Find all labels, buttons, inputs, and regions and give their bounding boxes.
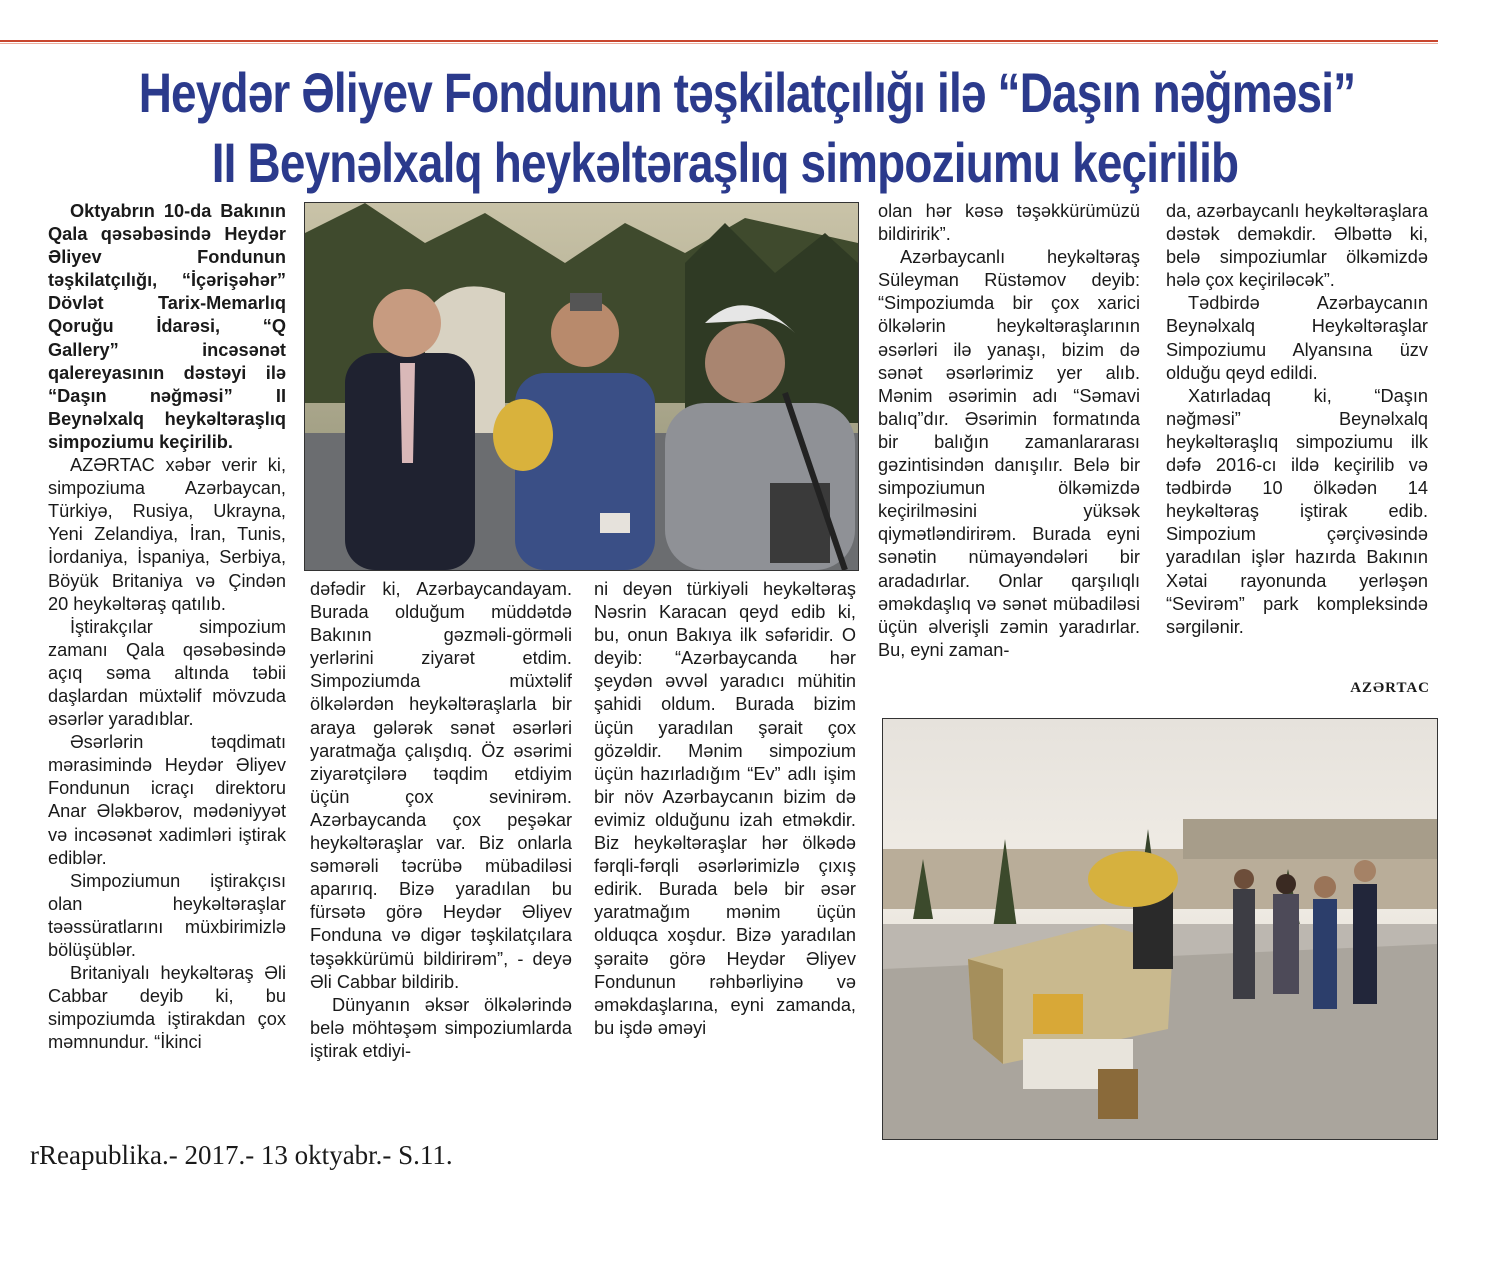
headline-line-2: II Beynəlxalq heykəltəraşlıq simpoziumu keçirilib <box>211 131 1239 194</box>
source-citation: rReapublika.- 2017.- 13 oktyabr.- S.11. <box>30 1140 453 1170</box>
photo-sculpture-park-image <box>883 719 1437 1139</box>
photo-sculpture-park <box>882 718 1438 1140</box>
article-column-2 <box>310 578 572 1063</box>
paragraph: Britaniyalı heykəltəraş Əli Cabbar deyib ki, bu simpoziumda iştirakdan çox məmnundur. “İkinci <box>48 963 286 1053</box>
top-rule <box>0 40 1438 42</box>
article-column-1 <box>48 200 286 1054</box>
byline: AZƏRTAC <box>1350 680 1430 696</box>
photo-sculptors-image <box>305 203 858 570</box>
paragraph: da, azərbaycanlı heykəltəraşlara dəstək deməkdir. Əlbəttə ki, belə simpoziumlar ölkəmizdə hələ çox keçiriləcək”. <box>1166 201 1428 291</box>
article-column-4 <box>878 200 1140 662</box>
photo-sculptors <box>304 202 859 571</box>
paragraph: Azərbaycanlı heykəltəraş Süleyman Rüstəmov deyib: “Simpoziumda bir çox xarici ölkələrin heykəltəraşlarının əsərləri ilə yanaşı, bizim də sənət əsərlərimiz yer alıb. Mənim əsərimin adı “Səmavi balıq”dır. Əsərimin formatında bir balığın zamanlararası gəzintisindən danışılır. Belə bir simpoziumun ölkəmizdə keçirilməsini yüksək qiymətləndirirəm. Burada eyni sənətin nümayəndələri bir aradadırlar. Onlar qarşılıqlı əməkdaşlıq və sənət mübadiləsi üçün əlverişli zəmin yaradırlar. Bu, eyni zaman- <box>878 247 1140 660</box>
paragraph: İştirakçılar simpozium zamanı Qala qəsəbəsində açıq səma altında təbii daşlardan müxtəlif mövzuda əsərlər yaradıblar. <box>48 616 286 730</box>
article-column-5 <box>1166 200 1428 639</box>
paragraph: Dünyanın əksər ölkələrində belə möhtəşəm simpoziumlarda iştirak etdiyi- <box>310 994 572 1061</box>
paragraph: AZƏRTAC xəbər verir ki, simpoziuma Azərbaycan, Türkiyə, Rusiya, Ukrayna, Yeni Zelandiya, İran, Tunis, İordaniya, İspaniya, Serbiya, Böyük Britaniya və Çindən 20 heykəltəraş qatılıb. <box>48 455 286 614</box>
lead-paragraph: Oktyabrın 10-da Bakının Qala qəsəbəsində Heydər Əliyev Fondunun təşkilatçılığı, “İçərişəhər” Dövlət Tarix-Memarlıq Qoruğu İdarəsi, “Q Gallery” incəsənət qalereyasının dəstəyi ilə “Daşın nəğməsi” II Beynəlxalq heykəltəraşlıq simpoziumu keçirilib. <box>48 201 286 452</box>
paragraph: Simpoziumun iştirakçısı olan heykəltəraşlar təəssüratlarını müxbirimizlə bölüşüblər. <box>48 870 286 960</box>
paragraph: Xatırladaq ki, “Daşın nəğməsi” Beynəlxalq heykəltəraşlıq simpoziumu ilk dəfə 2016-cı ildə keçirilib və tədbirdə 10 ölkədən 14 heykəltəraş iştirak edib. Simpozium çərçivəsində yaradılan işlər hazırda Bakının Xətai rayonunda yerləşən “Sevirəm” park kompleksində sərgilənir. <box>1166 385 1428 637</box>
paragraph: Əsərlərin təqdimatı mərasimində Heydər Əliyev Fondunun icraçı direktoru Anar Ələkbərov, mədəniyyət və incəsənət xadimləri iştirak ediblər. <box>48 732 286 868</box>
article-column-3 <box>594 578 856 1040</box>
top-rule-shadow <box>0 43 1438 44</box>
paragraph: dəfədir ki, Azərbaycandayam. Burada olduğum müddətdə Bakının gəzməli-görməli yerlərini ziyarət etdim. Simpoziumda müxtəlif ölkələrdən heykəltəraşlarla bir araya gələrək sənət əsərləri yaratmağa çalışdıq. Öz əsərimi ziyarətçilərə təqdim etdiyim üçün çox sevinirəm. Azərbaycanda çox peşəkar heykəltəraşlar var. Biz onlarla səmərəli təcrübə mübadiləsi aparırıq. Bizə yaradılan bu fürsətə görə Heydər Əliyev Fonduna və digər təşkilatçılara təşəkkürümü bildirirəm”, - deyə Əli Cabbar bildirib. <box>310 579 572 992</box>
headline-line-1: Heydər Əliyev Fondunun təşkilatçılığı ilə “Daşın nəğməsi” <box>138 61 1356 124</box>
paragraph: olan hər kəsə təşəkkürümüzü bildiririk”. <box>878 201 1140 245</box>
paragraph: Tədbirdə Azərbaycanın Beynəlxalq Heykəltəraşlar Simpoziumu Alyansına üzv olduğu qeyd edildi. <box>1166 293 1428 383</box>
paragraph: ni deyən türkiyəli heykəltəraş Nəsrin Karacan qeyd edib ki, bu, onun Bakıya ilk səfəridir. O deyib: “Azərbaycanda hər şeydən əvvəl yaradıcı mühitin şahidi oldum. Burada bizim üçün yaradılan şərait çox gözəldir. Mənim simpozium üçün hazırladığım “Ev” adlı işim bir növ Azərbaycanın bizim də evimiz olduğunu izah etməkdir. Biz heykəltəraşlar hər ölkədə fərqli-fərqli əsərlərimizlə çıxış edirik. Burada belə bir əsər yaratmağım mənim üçün olduqca xoşdur. Bizə yaradılan şəraitə görə Heydər Əliyev Fondunun rəhbərliyinə və əməkdaşlarına, eyni zamanda, bu işdə əməyi <box>594 579 856 1038</box>
